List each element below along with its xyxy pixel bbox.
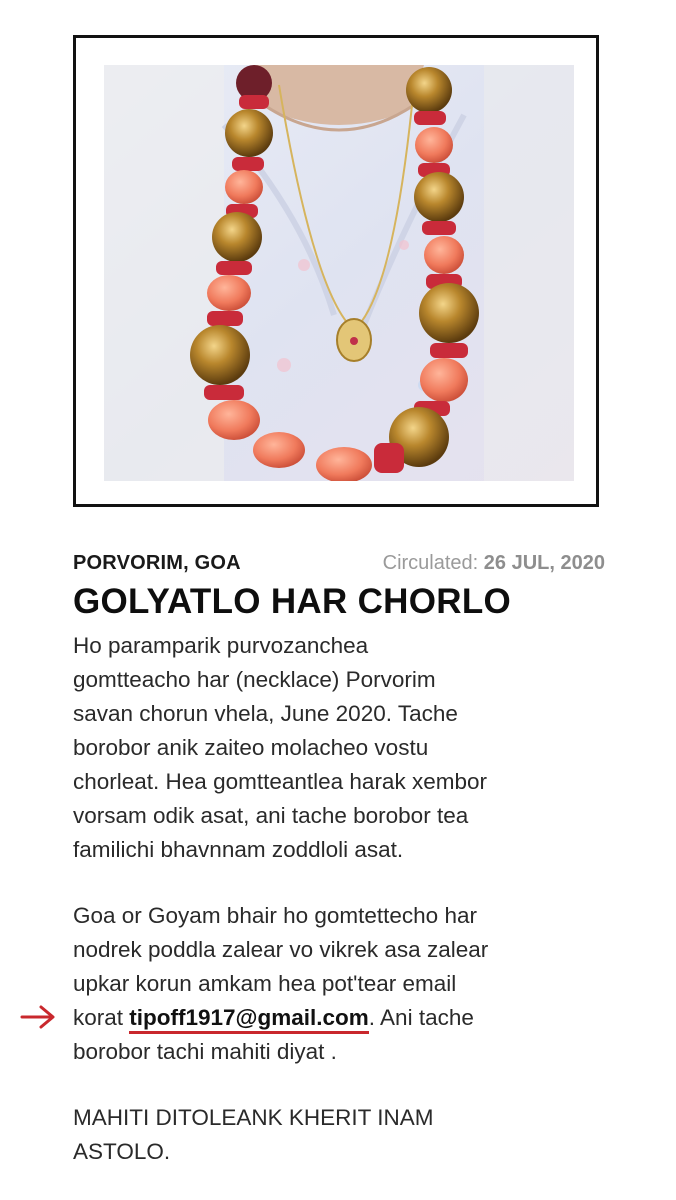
circulated-date: 26 JUL, 2020 [483,552,605,574]
circulated-info [383,552,605,575]
paragraph-reward [73,1101,613,1169]
email-prefix: korat [73,1005,130,1030]
paragraph-line: vorsam odik asat, ani tache borobor tea [73,803,469,828]
article-title: GOLYATLO HAR CHORLO [73,582,512,621]
coral-bead-necklace-icon [104,65,574,481]
paragraph-line: Ho paramparik purvozanchea [73,633,369,658]
paragraph-line: familichi bhavnnam zoddloli asat. [73,837,404,862]
paragraph-line: chorleat. Hea gomtteantlea harak xembor [73,769,487,794]
paragraph-request [73,899,613,1069]
location-label: PORVORIM, GOA [73,552,241,574]
necklace-photo [104,65,574,481]
paragraph-line: upkar korun amkam hea pot'tear email [73,971,457,996]
arrow-right-icon [20,1004,56,1030]
paragraph-line: ASTOLO. [73,1139,171,1164]
photo-frame [73,35,599,507]
paragraph-line: Goa or Goyam bhair ho gomtettecho har [73,903,477,928]
paragraph-line: savan chorun vhela, June 2020. Tache [73,701,458,726]
article-meta [73,552,605,578]
paragraph-line: nodrek poddla zalear vo vikrek asa zalear [73,937,489,962]
circulated-label: Circulated: [382,552,479,574]
paragraph-line: borobor tachi mahiti diyat . [73,1039,337,1064]
paragraph-description [73,629,613,867]
paragraph-line: gomtteacho har (necklace) Porvorim [73,667,436,692]
email-suffix: . Ani tache [368,1005,474,1030]
email-link[interactable]: tipoff1917@gmail.com [129,1005,369,1034]
paragraph-line-email [73,1001,613,1035]
paragraph-line: borobor anik zaiteo molacheo vostu [73,735,429,760]
paragraph-line: MAHITI DITOLEANK KHERIT INAM [73,1105,434,1130]
